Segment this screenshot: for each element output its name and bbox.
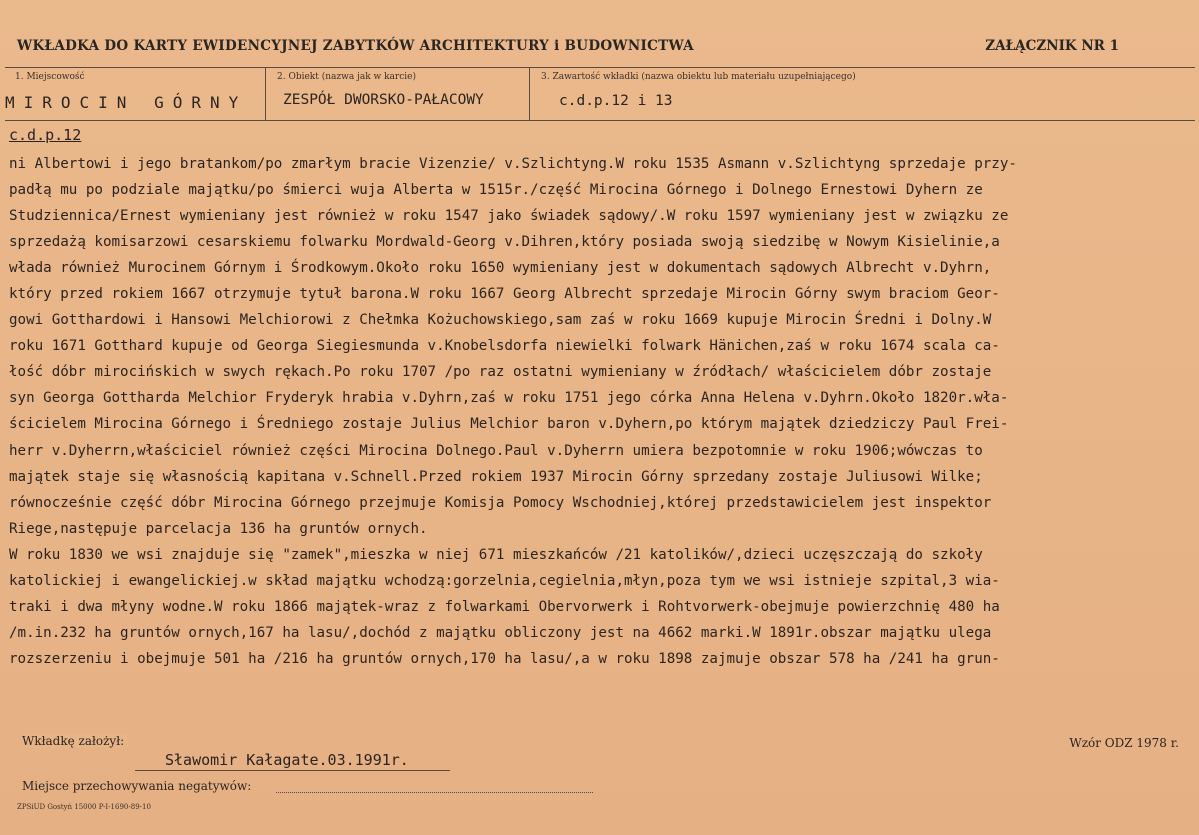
object-field (267, 68, 530, 120)
form-code: Wzór ODZ 1978 r. (1069, 736, 1179, 750)
body-line: /m.in.232 ha gruntów ornych,167 ha lasu/,dochód z majątku obliczony jest na 4662 marki.W 1891r.obszar majątku ulega (9, 624, 992, 641)
body-line: syn Georga Gottharda Melchior Fryderyk hrabia v.Dyhrn,zaś w roku 1751 jego córka Anna Helena v.Dyhrn.Około 1820r.wła- (9, 390, 1009, 407)
body-line: ni Albertowi i jego bratankom/po zmarłym bracie Vizenzie/ v.Szlichtyng.W roku 1535 Asmann v.Szlichtyng sprzedaje przy- (9, 156, 1017, 172)
card-title: WKŁADKA DO KARTY EWIDENCYJNEJ ZABYTKÓW ARCHITEKTURY i BUDOWNICTWA (17, 38, 694, 54)
body-line: równocześnie część dóbr Mirocina Górnego przejmuje Komisja Pomocy Wschodniej,której przedstawicielem jest inspektor (9, 494, 992, 511)
body-line: który przed rokiem 1667 otrzymuje tytuł barona.W roku 1667 Georg Albrecht sprzedaje Mirocin Górny swym braciom Geor- (9, 286, 1000, 303)
body-line: roku 1671 Gotthard kupuje od Georga Siegiesmunda v.Knobelsdorfa niewielki folwark Hänichen,zaś w roku 1674 scala ca- (9, 338, 1000, 355)
annex-number: ZAŁĄCZNIK NR 1 (985, 38, 1119, 54)
body-line: katolickiej i ewangelickiej.w skład majątku wchodzą:gorzelnia,cegielnia,młyn,poza tym we wsi istnieje szpital,3 wia- (9, 572, 1000, 589)
locality-label: 1. Miejscowość (15, 72, 85, 82)
body-line: Studziennica/Ernest wymieniany jest również w roku 1547 jako świadek sądowy/.W roku 1597 wymieniany jest w związku ze (9, 208, 1009, 225)
content-label: 3. Zawartość wkładki (nazwa obiektu lub materiału uzupełniającego) (541, 72, 856, 82)
body-line: sprzedażą komisarzowi cesarskiemu folwarku Mordwald-Georg v.Dihren,który posiada swoją siedzibę w Nowym Kisielinie,a (9, 234, 1000, 251)
signer-label: Wkładkę założył: (22, 734, 128, 748)
body-line: padłą mu po podziale majątku/po śmierci wuja Alberta w 1515r./część Mirocina Górnego i Dolnego Ernestowi Dyhern ze (9, 182, 983, 199)
body-line: majątek staje się własnością kapitana v.Schnell.Przed rokiem 1937 Mirocin Górny sprzedany zostaje Juliusowi Wilke; (9, 468, 983, 485)
body-line: herr v.Dyherrn,właściciel również części Mirocina Dolnego.Paul v.Dyherrn umiera bezpotomnie w roku 1906;wówczas to (9, 442, 983, 459)
print-info: ZPSiUD Gostyń 15000 P-I-1690-89-10 (17, 803, 151, 811)
locality-field (5, 68, 266, 120)
object-value: ZESPÓŁ DWORSKO-PAŁACOWY (283, 92, 484, 108)
negatives-label: Miejsce przechowywania negatywów: (22, 779, 252, 793)
body-line: W roku 1830 we wsi znajduje się "zamek",mieszka w niej 671 mieszkańców /21 katolików/,dzieci uczęszczają do szkoły (9, 546, 983, 563)
content-value: c.d.p.12 i 13 (559, 93, 673, 109)
signer-underline (135, 770, 450, 771)
header-fields (5, 67, 1195, 121)
body-line: gowi Gotthardowi i Hansowi Melchiorowi z Chełmka Kożuchowskiego,sam zaś w roku 1669 kupuje Mirocin Średni i Dolny.W (9, 312, 992, 329)
negatives-dotted-line (276, 792, 593, 793)
body-line: rozszerzeniu i obejmuje 501 ha /216 ha gruntów ornych,170 ha lasu/,a w roku 1898 zajmuje obszar 578 ha /241 ha grun- (9, 650, 1000, 667)
signer-value: Sławomir Kałagate.03.1991r. (165, 751, 409, 769)
continuation-marker: c.d.p.12 (9, 126, 82, 144)
body-line: włada również Murocinem Górnym i Środkowym.Około roku 1650 wymieniany jest w dokumentach sądowych Albrecht v.Dyhrn, (9, 260, 992, 277)
body-line: Riege,następuje parcelacja 136 ha gruntów ornych. (9, 520, 428, 537)
body-line: łość dóbr mirocińskich w swych rękach.Po roku 1707 /po raz ostatni wymieniany w źródłach/ właścicielem dóbr zostaje (9, 364, 992, 381)
object-label: 2. Obiekt (nazwa jak w karcie) (277, 72, 416, 82)
content-field (531, 68, 1194, 120)
body-line: ścicielem Mirocina Górnego i Średniego zostaje Julius Melchior baron v.Dyhern,po którym majątek dziedziczy Paul Frei- (9, 416, 1009, 433)
typed-body-text (9, 151, 1191, 672)
body-line: traki i dwa młyny wodne.W roku 1866 majątek-wraz z folwarkami Obervorwerk i Rohtvorwerk-obejmuje powierzchnię 480 ha (9, 598, 1000, 615)
locality-value: MIROCIN GÓRNY (5, 93, 248, 112)
